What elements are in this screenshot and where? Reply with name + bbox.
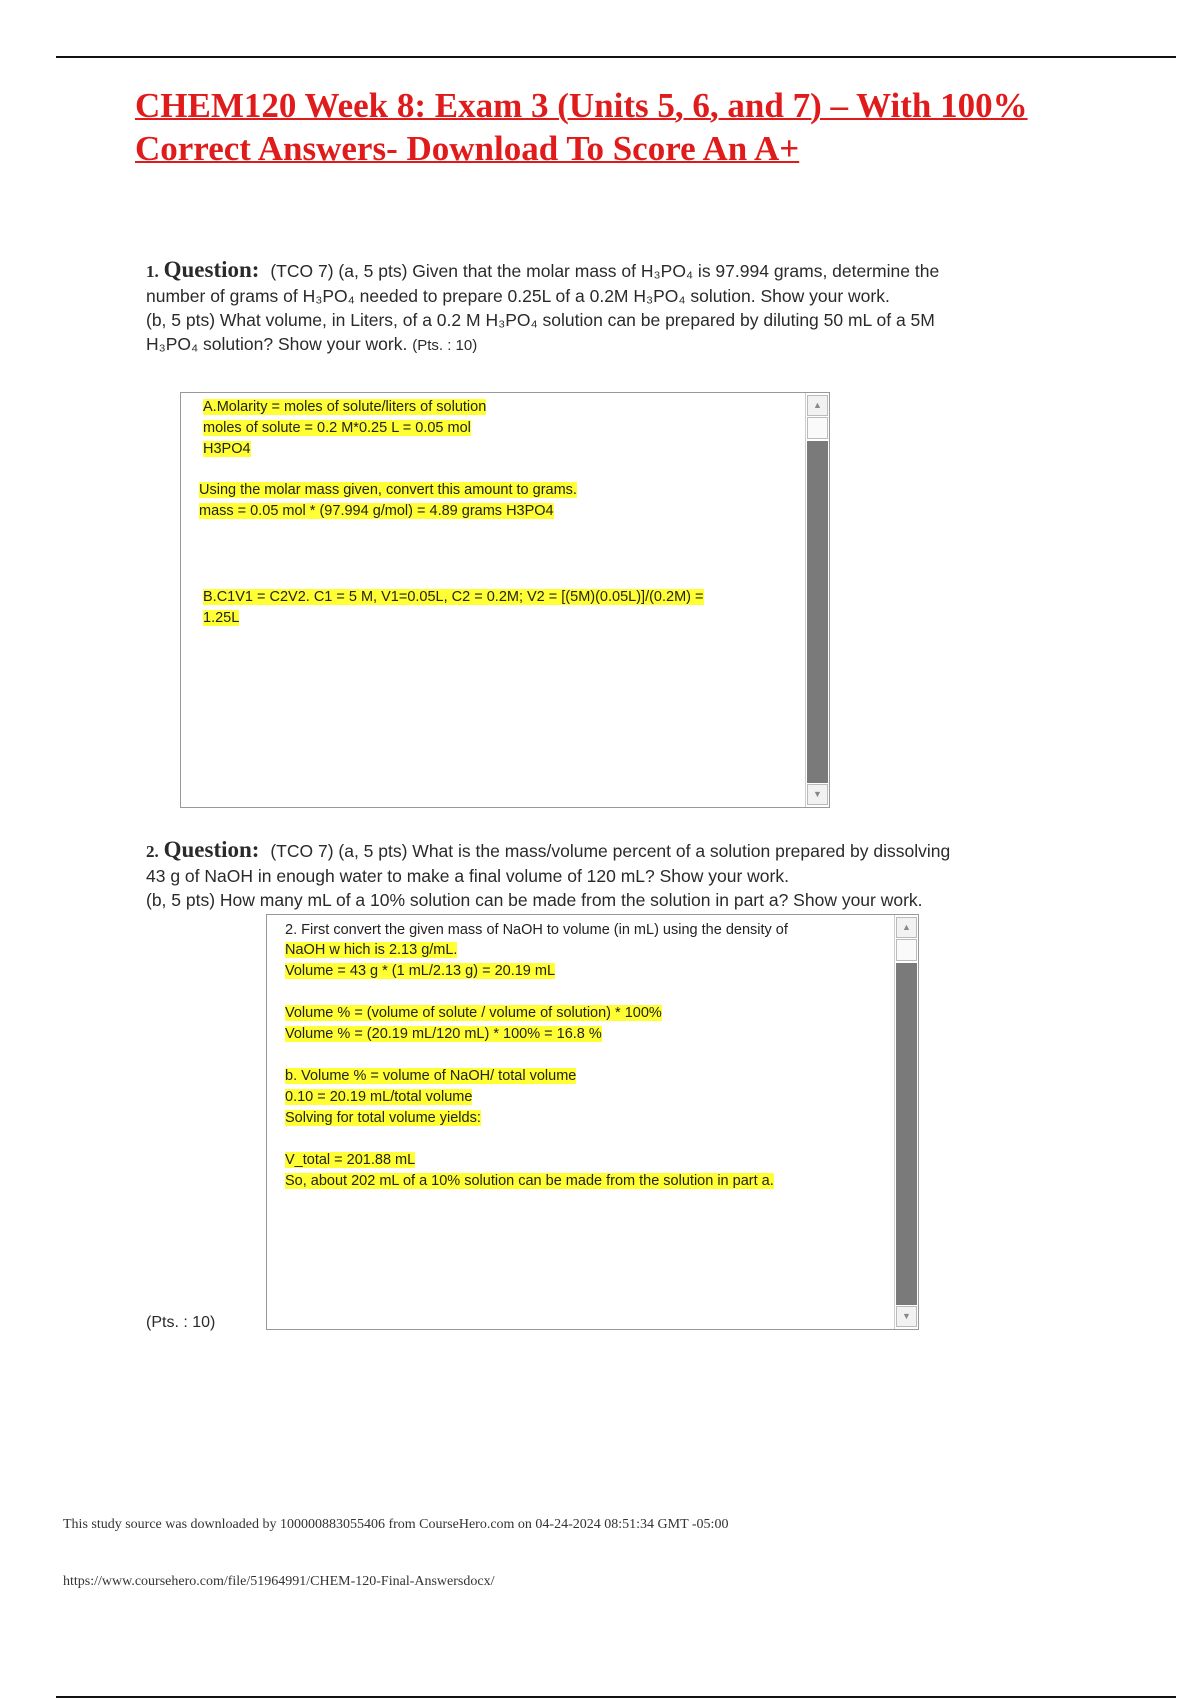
scroll-handle[interactable] (896, 939, 917, 961)
download-note: This study source was downloaded by 100000883055406 from CourseHero.com on 04-24-2024 08:51:34 GMT -05:00 (63, 1517, 729, 1532)
source-url: https://www.coursehero.com/file/51964991/CHEM-120-Final-Answersdocx/ (63, 1574, 495, 1589)
answer-line: Volume = 43 g * (1 mL/2.13 g) = 20.19 mL (285, 963, 556, 979)
question-text: (TCO 7) (a, 5 pts) Given that the molar mass of H₃PO₄ is 97.994 grams, determine the (270, 261, 940, 281)
answer-line: B.C1V1 = C2V2. C1 = 5 M, V1=0.05L, C2 = 0.2M; V2 = [(5M)(0.05L)]/(0.2M) = (203, 589, 704, 605)
answer-line: b. Volume % = volume of NaOH/ total volume (285, 1068, 577, 1084)
answer-line: 1.25L (203, 610, 240, 626)
question-number: 2. (146, 842, 159, 861)
question-label: Question: (163, 257, 260, 282)
question-text: number of grams of H₃PO₄ needed to prepare 0.25L of a 0.2M H₃PO₄ solution. Show your work. (146, 286, 890, 306)
answer-line: A.Molarity = moles of solute/liters of solution (203, 399, 487, 415)
question-2 (146, 838, 1086, 912)
question-number: 1. (146, 262, 159, 281)
answer-line: Volume % = (20.19 mL/120 mL) * 100% = 16.8 % (285, 1026, 602, 1042)
answer-line: mass = 0.05 mol * (97.994 g/mol) = 4.89 grams H3PO4 (199, 503, 554, 519)
answer-line: So, about 202 mL of a 10% solution can be made from the solution in part a. (285, 1173, 774, 1189)
question-text: (b, 5 pts) How many mL of a 10% solution can be made from the solution in part a? Show your work. (146, 890, 923, 910)
question-text: (TCO 7) (a, 5 pts) What is the mass/volume percent of a solution prepared by dissolving (270, 841, 951, 861)
points-label: (Pts. : 10) (146, 1314, 216, 1331)
answer-line: Using the molar mass given, convert this amount to grams. (199, 482, 577, 498)
scrollbar[interactable] (805, 393, 829, 807)
scroll-handle[interactable] (807, 417, 828, 439)
scroll-up-icon[interactable]: ▲ (896, 917, 917, 938)
answer-line: Volume % = (volume of solute / volume of solution) * 100% (285, 1005, 662, 1021)
answer-textarea-1[interactable] (180, 392, 830, 808)
points-label: (Pts. : 10) (412, 337, 478, 354)
answer-line: V_total = 201.88 mL (285, 1152, 416, 1168)
document-title: CHEM120 Week 8: Exam 3 (Units 5, 6, and 7) – With 100% Correct Answers- Download To Score An A+ (135, 86, 1028, 168)
top-rule (56, 56, 1176, 58)
scroll-up-icon[interactable]: ▲ (807, 395, 828, 416)
bottom-rule (56, 1696, 1176, 1698)
question-label: Question: (163, 837, 260, 862)
scroll-track[interactable] (896, 963, 917, 1305)
answer-line: Solving for total volume yields: (285, 1110, 481, 1126)
answer-line: 2. First convert the given mass of NaOH to volume (in mL) using the density of (285, 922, 788, 938)
scroll-down-icon[interactable]: ▼ (807, 784, 828, 805)
answer-textarea-2[interactable] (266, 914, 919, 1330)
question-text: (b, 5 pts) What volume, in Liters, of a 0.2 M H₃PO₄ solution can be prepared by diluting 50 mL of a 5M (146, 310, 935, 330)
scrollbar[interactable] (894, 915, 918, 1329)
scroll-down-icon[interactable]: ▼ (896, 1306, 917, 1327)
answer-line: NaOH w hich is 2.13 g/mL. (285, 942, 458, 958)
question-1 (146, 258, 1066, 358)
answer-line: H3PO4 (203, 441, 251, 457)
answer-line: moles of solute = 0.2 M*0.25 L = 0.05 mol (203, 420, 471, 436)
scroll-track[interactable] (807, 441, 828, 783)
question-text: H₃PO₄ solution? Show your work. (146, 334, 408, 354)
question-text: 43 g of NaOH in enough water to make a final volume of 120 mL? Show your work. (146, 866, 789, 886)
answer-line: 0.10 = 20.19 mL/total volume (285, 1089, 473, 1105)
